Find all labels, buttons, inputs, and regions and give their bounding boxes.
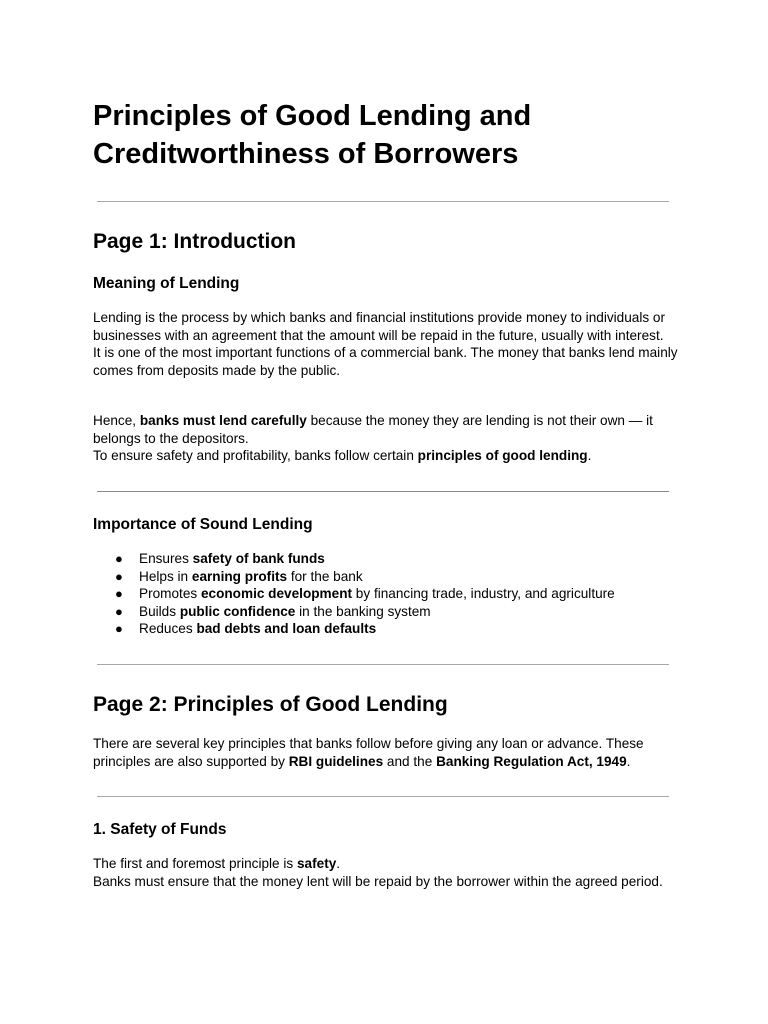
bullet-icon: ● bbox=[115, 603, 123, 619]
divider-1 bbox=[97, 201, 669, 202]
list-item bbox=[93, 568, 615, 586]
list-item bbox=[93, 550, 615, 568]
importance-list bbox=[93, 550, 615, 638]
divider-3 bbox=[97, 664, 669, 665]
item-bold: safety of bank funds bbox=[192, 551, 325, 566]
item-text: Reduces bbox=[139, 621, 197, 637]
bullet-icon: ● bbox=[115, 621, 123, 637]
importance-heading: Importance of Sound Lending bbox=[93, 516, 313, 533]
document-title: Principles of Good Lending and Creditworthiness of Borrowers bbox=[93, 100, 532, 170]
list-item bbox=[93, 603, 615, 621]
safety-line-2: Banks must ensure that the money lent will be repaid by the borrower within the agreed period. bbox=[93, 873, 663, 889]
p3-pre: To ensure safety and profitability, banks follow certain bbox=[93, 448, 418, 464]
p2-pre: Hence, bbox=[93, 413, 140, 428]
intro-bold-act: Banking Regulation Act, 1949 bbox=[436, 753, 627, 769]
item-text: Ensures bbox=[139, 551, 193, 566]
list-item bbox=[93, 585, 615, 603]
item-text: Builds bbox=[139, 603, 180, 619]
safety-paragraph bbox=[93, 855, 678, 890]
intro-pre: There are several key principles that banks follow before giving any loan or advance. These principles are also supported by bbox=[93, 736, 644, 769]
meaning-paragraph-2 bbox=[93, 412, 678, 465]
safety-bold: safety bbox=[297, 856, 337, 871]
item-text: Promotes bbox=[139, 586, 201, 602]
safety-post: . bbox=[336, 856, 341, 871]
list-item bbox=[93, 620, 615, 638]
item-bold: economic development bbox=[200, 586, 353, 602]
item-text: for the bank bbox=[287, 568, 363, 584]
p3-bold: principles of good lending bbox=[417, 448, 588, 464]
item-bold: bad debts and loan defaults bbox=[196, 621, 377, 637]
item-text: by financing trade, industry, and agriculture bbox=[352, 586, 615, 602]
page2-intro-paragraph bbox=[93, 735, 678, 770]
meaning-of-lending-heading: Meaning of Lending bbox=[93, 275, 240, 292]
meaning-paragraph-1-line-1: Lending is the process by which banks and financial institutions provide money to individuals or businesses with an agreement that the amount will be repaid in the future, usually with interest. bbox=[93, 310, 666, 343]
intro-mid: and the bbox=[383, 753, 437, 769]
meaning-paragraph-1 bbox=[93, 309, 678, 379]
page1-heading: Page 1: Introduction bbox=[93, 230, 297, 253]
safety-of-funds-heading: 1. Safety of Funds bbox=[93, 821, 227, 838]
item-text: Helps in bbox=[139, 568, 192, 584]
meaning-paragraph-1-line-2: It is one of the most important functions of a commercial bank. The money that banks lend mainly comes from deposits made by the public. bbox=[93, 345, 678, 378]
intro-bold-rbi: RBI guidelines bbox=[288, 753, 384, 769]
safety-pre: The first and foremost principle is bbox=[93, 856, 297, 871]
divider-2 bbox=[97, 491, 669, 492]
p3-post: . bbox=[587, 448, 592, 464]
item-bold: public confidence bbox=[179, 603, 296, 619]
item-text: in the banking system bbox=[295, 603, 431, 619]
page2-heading: Page 2: Principles of Good Lending bbox=[93, 693, 448, 716]
p2-post: because the money they are lending is not their own — it belongs to the depositors. bbox=[93, 413, 653, 446]
bullet-icon: ● bbox=[115, 551, 123, 566]
bullet-icon: ● bbox=[115, 568, 123, 584]
item-bold: earning profits bbox=[191, 568, 288, 584]
divider-4 bbox=[97, 796, 669, 797]
p2-bold: banks must lend carefully bbox=[139, 413, 307, 428]
bullet-icon: ● bbox=[115, 586, 123, 602]
intro-post: . bbox=[626, 753, 631, 769]
